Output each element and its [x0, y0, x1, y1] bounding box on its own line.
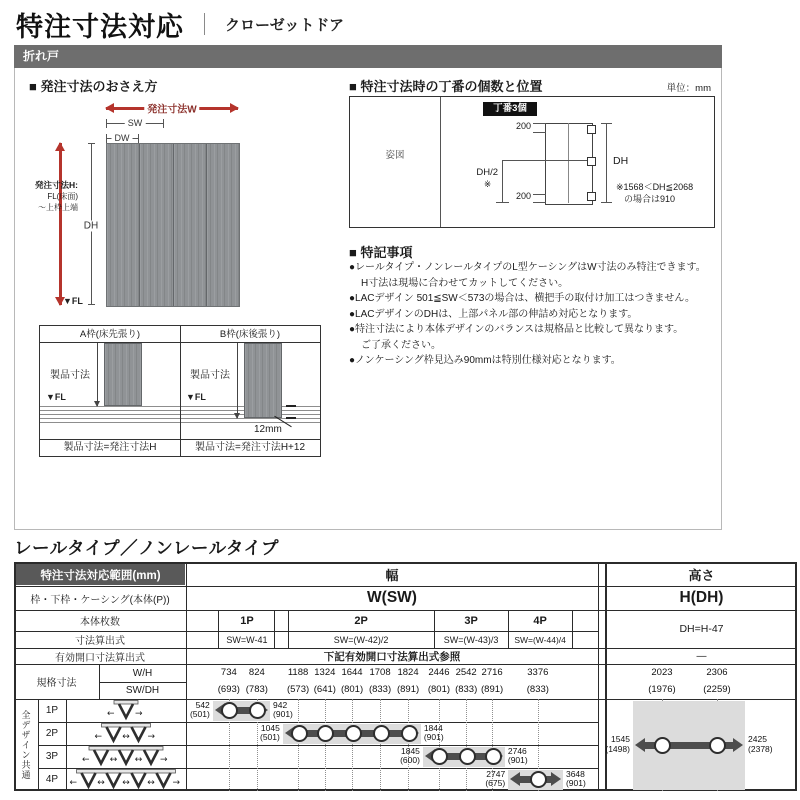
note-item: H寸法は現場に合わせてカットしてください。: [361, 277, 569, 289]
range-max-label-main: 942: [273, 699, 288, 710]
spec-table: [14, 562, 797, 791]
hinge-bottom: [587, 192, 596, 201]
hinge-section-heading: ■ 特注寸法時の丁番の個数と位置: [349, 79, 543, 94]
standard-swdh-value: (833): [526, 684, 549, 695]
standard-swdh-value: (801): [427, 684, 451, 695]
range-max-label: [273, 701, 293, 720]
svg-text:←: ←: [82, 754, 90, 765]
range-max-label: [566, 770, 586, 789]
order-height-arrow: [59, 143, 62, 305]
range-min-label-main: 2747: [486, 768, 506, 779]
svg-text:↔: ↔: [147, 777, 155, 788]
standard-swdh-value: (891): [481, 684, 504, 695]
page-subtitle: クローゼットドア: [225, 16, 344, 34]
gap-tick-bottom: [286, 417, 296, 419]
panel-count-cell: 1P: [240, 614, 254, 627]
standard-wh-value: 2023: [651, 667, 673, 678]
range-max-label-main: 2746: [507, 745, 527, 756]
standard-wh-value: 1708: [369, 667, 391, 678]
standard-dot: [291, 725, 308, 742]
hinge-note-line2: の場合は910: [624, 194, 676, 204]
order-height-label-line1: 発注寸法H:: [35, 180, 78, 190]
panel-count-cell: 3P: [464, 614, 478, 627]
svg-text:→: →: [172, 777, 181, 788]
hinge-dh-label: DH: [613, 155, 629, 167]
dh-label: DH: [81, 221, 101, 232]
standard-dot: [345, 725, 362, 742]
panel-count-cell: 2P: [354, 614, 368, 627]
standard-wh-value: 2542: [455, 667, 477, 678]
panel-row-label: 2P: [45, 728, 59, 739]
standard-dot: [401, 725, 418, 742]
dh2-line-v: [502, 160, 503, 202]
standard-wh-value: 1324: [314, 667, 336, 678]
folding-door-pictogram: [66, 769, 186, 791]
note-item: ●特注寸法により本体デザインのバランスは規格品と比較して異なります。: [349, 324, 684, 335]
grid-line: [408, 699, 409, 791]
panel-row-label: 3P: [45, 751, 59, 762]
range-arrow-left: [510, 772, 520, 786]
notes-heading: ■ 特記事項: [349, 245, 413, 260]
door-panel: [139, 144, 172, 306]
range-arrow-left: [635, 738, 645, 752]
svg-text:←: ←: [69, 777, 78, 788]
range-max-label-main: 2425: [748, 734, 767, 744]
svg-text:↔: ↔: [97, 777, 105, 788]
hinge-door-rect: [545, 123, 593, 205]
frame-divider: [180, 326, 181, 456]
range-arrow-right: [733, 738, 743, 752]
figure-label: 姿図: [385, 150, 405, 161]
standard-dot: [373, 725, 390, 742]
page-header: [16, 6, 344, 42]
hinge-top: [587, 125, 596, 134]
standard-wh-value: 3376: [527, 667, 549, 678]
panel-formula-cell: SW=(W-43)/3: [443, 634, 499, 645]
hinge-middle: [587, 157, 596, 166]
range-max-label-sub: (2378): [748, 743, 773, 754]
page-title: 特注寸法対応: [16, 11, 184, 42]
standard-swdh-value: (1976): [648, 684, 676, 695]
panel-formula-cell: SW=(W-42)/2: [333, 634, 389, 645]
frame-diagrams: [39, 325, 321, 457]
standard-wh-value: 2306: [706, 667, 728, 678]
svg-text:→: →: [135, 708, 143, 719]
swdh-label-cell: SW/DH: [125, 685, 160, 696]
frame-b-product-dim: 製品寸法: [190, 370, 230, 381]
range-min-label: [400, 747, 420, 766]
range-arrow-right: [551, 772, 561, 786]
range-min-label-sub: (1498): [605, 743, 630, 754]
hinge-door-centerline: [568, 123, 569, 203]
pictogram-holder: [66, 723, 186, 745]
hinge-diagram-box: [349, 96, 715, 228]
standard-label-cell: 規格寸法: [36, 678, 77, 689]
panel-formula-cell: SW=W-41: [226, 634, 268, 645]
panel-count-cell: 4P: [533, 614, 547, 627]
range-max-label-sub: (901): [273, 709, 293, 719]
grid-line: [439, 699, 440, 791]
hdh-cell: H(DH): [679, 589, 724, 606]
standard-swdh-value: (641): [313, 684, 336, 695]
door-panel: [107, 144, 139, 306]
panel-tab: 折れ戸: [14, 45, 722, 68]
casing-label-cell: 枠・下枠・ケーシング(本体(P)): [30, 594, 170, 606]
standard-wh-value: 1824: [397, 667, 419, 678]
note-item: ●ノンケーシング枠見込み90mmは特別仕様対応となります。: [349, 355, 621, 366]
dim-tick: [496, 202, 509, 203]
range-min-label: [190, 701, 210, 720]
folding-door-pictogram: [66, 746, 186, 768]
svg-text:↔: ↔: [134, 754, 143, 765]
grid-line: [466, 699, 467, 791]
svg-text:→: →: [147, 731, 156, 742]
height-header-cell: 高さ: [688, 567, 715, 583]
standard-swdh-value: (2259): [703, 684, 731, 695]
svg-text:↔: ↔: [122, 777, 130, 788]
frame-b-fl: ▼FL: [186, 392, 206, 402]
order-height-label-line3: ～上枠上端: [38, 203, 78, 212]
frame-a-measure-line: [97, 343, 98, 406]
grid-line: [298, 699, 299, 791]
formula-label-cell: 寸法算出式: [75, 636, 125, 647]
range-min-label-main: 1045: [260, 722, 280, 733]
range-min-label-sub: (501): [189, 709, 210, 719]
range-min-label-main: 1545: [611, 734, 630, 744]
unit-label: 単位：mm: [666, 83, 711, 94]
dh2-line-h: [502, 160, 587, 161]
standard-swdh-value: (801): [340, 684, 364, 695]
pictogram-holder: [66, 769, 186, 791]
hinge-count-badge: 丁番3個: [483, 102, 537, 116]
standard-wh-value: 1644: [341, 667, 363, 678]
grid-line: [352, 699, 353, 791]
standard-wh-value: 2446: [428, 667, 450, 678]
dw-label: DW: [112, 133, 133, 143]
height-range-chart: [606, 699, 797, 791]
frame-b-door: [244, 343, 282, 418]
svg-text:←: ←: [107, 708, 115, 719]
frame-a-formula: 製品寸法=発注寸法H: [40, 439, 180, 456]
svg-text:↔: ↔: [122, 731, 130, 742]
standard-dot: [654, 737, 671, 754]
standard-wh-value: 824: [248, 667, 265, 678]
fl-label: ▼FL: [63, 296, 83, 306]
title-divider: [204, 13, 205, 35]
dh2-mark: ※: [484, 179, 492, 189]
standard-wh-value: 1188: [287, 667, 309, 678]
opening-label-cell: 有効開口寸法算出式: [55, 652, 145, 664]
folding-door-pictogram: [66, 723, 186, 745]
gap-tick-top: [286, 405, 296, 407]
order-height-label: [35, 180, 78, 213]
standard-dot: [459, 748, 476, 765]
range-min-label-main: 542: [195, 699, 210, 710]
grid-line: [380, 699, 381, 791]
dim-tick: [533, 123, 546, 124]
range-min-label: [605, 735, 630, 754]
range-max-label: [424, 724, 444, 743]
dh-formula-cell: DH=H-47: [679, 623, 724, 635]
door-illustration: [106, 143, 240, 307]
grid-line: [325, 699, 326, 791]
standard-swdh-value: (573): [286, 684, 310, 695]
note-item: ●LACデザインのDHは、上部パネル部の伸詰め対応となります。: [349, 308, 638, 320]
range-min-label-sub: (600): [400, 755, 420, 765]
standard-swdh-value: (783): [245, 684, 268, 695]
wsw-cell: W(SW): [367, 589, 417, 606]
notes-list: [349, 260, 725, 369]
range-min-label-main: 1845: [400, 745, 420, 756]
hinge-dim-bottom: 200: [515, 191, 531, 201]
standard-swdh-value: (833): [455, 684, 478, 695]
panel-row-label: 4P: [45, 774, 59, 785]
dh-line: [606, 123, 607, 203]
order-diagram: [25, 94, 325, 324]
wh-label-cell: W/H: [132, 667, 153, 679]
dim-tick: [533, 202, 546, 203]
dim-tick: [601, 202, 612, 203]
note-item: ご了承ください。: [361, 339, 441, 351]
hinge-box-divider: [440, 97, 441, 227]
hinge-note-line1: ※1568＜DH≦2068: [616, 182, 694, 192]
door-panel: [206, 144, 239, 306]
frame-b-measure-line: [237, 343, 238, 418]
width-header-cell: 幅: [385, 567, 399, 583]
range-max-label-sub: (901): [565, 778, 586, 788]
frame-a-title: A枠(床先張り): [40, 326, 180, 343]
range-max-label-main: 3648: [565, 768, 585, 779]
side-label-cell: 全デザイン共通: [20, 710, 31, 780]
standard-dot: [485, 748, 502, 765]
frame-b-formula: 製品寸法=発注寸法H+12: [180, 439, 320, 456]
range-header-cell: 特注寸法対応範囲(mm): [16, 564, 185, 585]
sw-label: SW: [125, 118, 146, 128]
table-section-title: レールタイプ／ノンレールタイプ: [14, 538, 280, 558]
range-max-label-sub: (901): [423, 732, 444, 742]
range-max-label: [748, 735, 773, 754]
panel-row-label: 1P: [45, 705, 59, 716]
width-range-chart: [186, 699, 598, 791]
standard-dot: [709, 737, 726, 754]
gap-label: 12mm: [254, 424, 282, 435]
panel-formula-cell: SW=(W-44)/4: [514, 634, 566, 645]
frame-a-fl: ▼FL: [46, 392, 66, 402]
standard-wh-value: 734: [220, 667, 237, 678]
door-panel: [173, 144, 206, 306]
note-item: ●LACデザイン 501≦SW＜573の場合は、横把手の取付け加工はつきません。: [349, 293, 696, 304]
svg-text:↔: ↔: [109, 754, 118, 765]
hinge-dim-top: 200: [515, 121, 531, 131]
range-min-label-sub: (501): [259, 732, 280, 742]
standard-wh-value: 2716: [481, 667, 503, 678]
order-section-heading: ■ 発注寸法のおさえ方: [29, 79, 158, 94]
panel-count-label-cell: 本体枚数: [80, 617, 120, 628]
dim-tick: [601, 123, 612, 124]
dim-tick: [533, 132, 546, 133]
svg-text:→: →: [160, 754, 168, 765]
dim-tick: [533, 194, 546, 195]
range-min-label: [485, 770, 505, 789]
standard-swdh-value: (693): [217, 684, 240, 695]
range-max-label-main: 1844: [423, 722, 443, 733]
frame-b-title: B枠(床後張り): [180, 326, 320, 343]
pictogram-holder: [66, 700, 186, 722]
frame-a-product-dim: 製品寸法: [50, 370, 90, 381]
dh2-label: DH/2: [476, 167, 498, 178]
standard-swdh-value: (833): [368, 684, 392, 695]
standard-swdh-value: (891): [396, 684, 420, 695]
panel-body: [14, 68, 722, 530]
order-width-label: 発注寸法W: [144, 101, 199, 116]
range-min-label-sub: (675): [485, 778, 506, 788]
folding-door-panel: [14, 45, 722, 530]
order-height-label-line2: FL(床面): [47, 192, 78, 201]
range-max-label: [508, 747, 528, 766]
range-max-label-sub: (901): [507, 755, 528, 765]
svg-text:←: ←: [94, 731, 103, 742]
frame-a-door: [104, 343, 142, 406]
opening-height-cell: —: [696, 650, 707, 662]
note-item: ●レールタイプ・ノンレールタイプのL型ケーシングはW寸法のみ特注できます。: [349, 262, 706, 273]
opening-value-cell: 下記有効開口寸法算出式参照: [323, 650, 461, 663]
folding-door-pictogram: [66, 700, 186, 722]
range-min-label: [260, 724, 280, 743]
pictogram-holder: [66, 746, 186, 768]
